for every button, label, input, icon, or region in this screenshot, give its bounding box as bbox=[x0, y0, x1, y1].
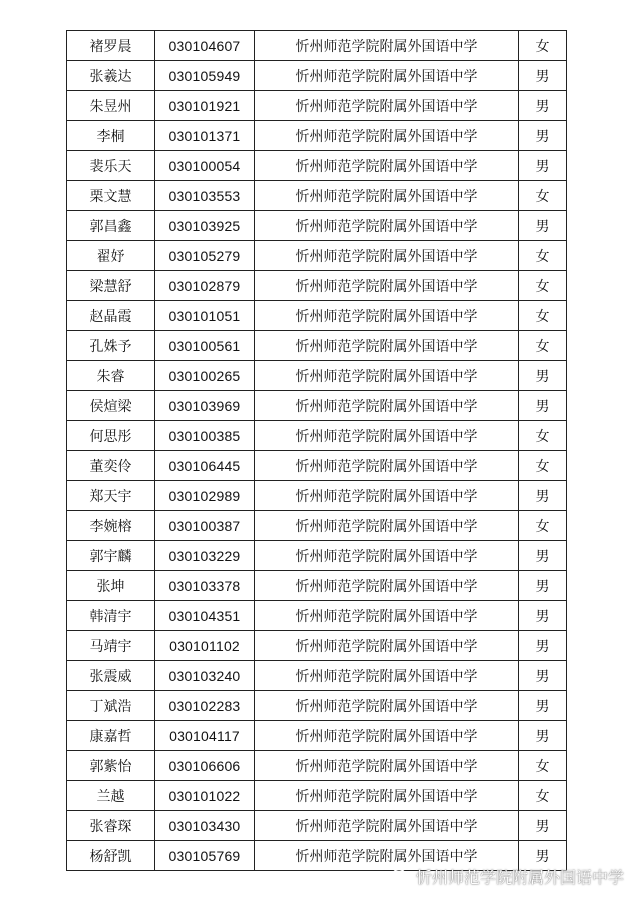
cell-school: 忻州师范学院附属外国语中学 bbox=[255, 121, 519, 151]
cell-school: 忻州师范学院附属外国语中学 bbox=[255, 511, 519, 541]
cell-school: 忻州师范学院附属外国语中学 bbox=[255, 721, 519, 751]
cell-id: 030103925 bbox=[155, 211, 255, 241]
cell-gender: 女 bbox=[519, 271, 567, 301]
cell-gender: 女 bbox=[519, 451, 567, 481]
cell-school: 忻州师范学院附属外国语中学 bbox=[255, 811, 519, 841]
cell-id: 030105949 bbox=[155, 61, 255, 91]
table-row bbox=[67, 301, 567, 331]
cell-id: 030105769 bbox=[155, 841, 255, 871]
cell-school: 忻州师范学院附属外国语中学 bbox=[255, 151, 519, 181]
cell-name: 马靖宇 bbox=[67, 631, 155, 661]
cell-school: 忻州师范学院附属外国语中学 bbox=[255, 61, 519, 91]
cell-gender: 男 bbox=[519, 721, 567, 751]
table-row bbox=[67, 181, 567, 211]
cell-gender: 男 bbox=[519, 151, 567, 181]
cell-name: 康嘉哲 bbox=[67, 721, 155, 751]
cell-name: 朱昱州 bbox=[67, 91, 155, 121]
cell-gender: 男 bbox=[519, 91, 567, 121]
cell-gender: 男 bbox=[519, 691, 567, 721]
cell-gender: 男 bbox=[519, 631, 567, 661]
table-row bbox=[67, 331, 567, 361]
cell-name: 郭昌鑫 bbox=[67, 211, 155, 241]
cell-name: 董奕伶 bbox=[67, 451, 155, 481]
cell-id: 030103969 bbox=[155, 391, 255, 421]
table-row bbox=[67, 661, 567, 691]
cell-id: 030103240 bbox=[155, 661, 255, 691]
cell-name: 朱睿 bbox=[67, 361, 155, 391]
cell-name: 裴乐天 bbox=[67, 151, 155, 181]
cell-name: 张睿琛 bbox=[67, 811, 155, 841]
cell-id: 030100385 bbox=[155, 421, 255, 451]
cell-name: 张震威 bbox=[67, 661, 155, 691]
table-row bbox=[67, 631, 567, 661]
cell-school: 忻州师范学院附属外国语中学 bbox=[255, 751, 519, 781]
cell-id: 030106606 bbox=[155, 751, 255, 781]
cell-name: 翟妤 bbox=[67, 241, 155, 271]
cell-school: 忻州师范学院附属外国语中学 bbox=[255, 421, 519, 451]
cell-name: 韩清宇 bbox=[67, 601, 155, 631]
cell-name: 何思彤 bbox=[67, 421, 155, 451]
cell-name: 李婉榕 bbox=[67, 511, 155, 541]
cell-id: 030105279 bbox=[155, 241, 255, 271]
cell-gender: 女 bbox=[519, 511, 567, 541]
cell-id: 030102989 bbox=[155, 481, 255, 511]
table-row bbox=[67, 421, 567, 451]
cell-id: 030100265 bbox=[155, 361, 255, 391]
table-row bbox=[67, 31, 567, 61]
cell-gender: 女 bbox=[519, 781, 567, 811]
table-row bbox=[67, 271, 567, 301]
table-row bbox=[67, 361, 567, 391]
wechat-logo-icon bbox=[392, 867, 410, 885]
cell-id: 030101051 bbox=[155, 301, 255, 331]
cell-name: 侯煊梁 bbox=[67, 391, 155, 421]
cell-gender: 男 bbox=[519, 661, 567, 691]
cell-gender: 男 bbox=[519, 841, 567, 871]
cell-school: 忻州师范学院附属外国语中学 bbox=[255, 31, 519, 61]
cell-school: 忻州师范学院附属外国语中学 bbox=[255, 271, 519, 301]
cell-gender: 女 bbox=[519, 181, 567, 211]
cell-name: 栗文慧 bbox=[67, 181, 155, 211]
roster-table bbox=[66, 30, 567, 871]
table-row bbox=[67, 61, 567, 91]
cell-id: 030100561 bbox=[155, 331, 255, 361]
cell-id: 030102879 bbox=[155, 271, 255, 301]
cell-gender: 男 bbox=[519, 121, 567, 151]
table-row bbox=[67, 451, 567, 481]
cell-school: 忻州师范学院附属外国语中学 bbox=[255, 541, 519, 571]
cell-id: 030104607 bbox=[155, 31, 255, 61]
cell-id: 030106445 bbox=[155, 451, 255, 481]
cell-name: 郭宇麟 bbox=[67, 541, 155, 571]
cell-gender: 男 bbox=[519, 391, 567, 421]
table-row bbox=[67, 151, 567, 181]
cell-id: 030103553 bbox=[155, 181, 255, 211]
cell-school: 忻州师范学院附属外国语中学 bbox=[255, 601, 519, 631]
cell-name: 兰越 bbox=[67, 781, 155, 811]
cell-gender: 男 bbox=[519, 571, 567, 601]
cell-gender: 男 bbox=[519, 481, 567, 511]
table-row bbox=[67, 781, 567, 811]
cell-id: 030101022 bbox=[155, 781, 255, 811]
table-row bbox=[67, 91, 567, 121]
watermark-text: 忻州师范学院附属外国语中学 bbox=[416, 867, 625, 887]
cell-id: 030103229 bbox=[155, 541, 255, 571]
cell-school: 忻州师范学院附属外国语中学 bbox=[255, 211, 519, 241]
cell-id: 030102283 bbox=[155, 691, 255, 721]
table-row bbox=[67, 241, 567, 271]
cell-gender: 男 bbox=[519, 601, 567, 631]
cell-gender: 女 bbox=[519, 301, 567, 331]
cell-id: 030100387 bbox=[155, 511, 255, 541]
table-row bbox=[67, 511, 567, 541]
cell-name: 赵晶霞 bbox=[67, 301, 155, 331]
cell-school: 忻州师范学院附属外国语中学 bbox=[255, 451, 519, 481]
cell-gender: 女 bbox=[519, 751, 567, 781]
table-row bbox=[67, 601, 567, 631]
cell-school: 忻州师范学院附属外国语中学 bbox=[255, 91, 519, 121]
cell-id: 030101921 bbox=[155, 91, 255, 121]
cell-gender: 男 bbox=[519, 211, 567, 241]
watermark bbox=[392, 864, 624, 888]
cell-school: 忻州师范学院附属外国语中学 bbox=[255, 631, 519, 661]
cell-school: 忻州师范学院附属外国语中学 bbox=[255, 841, 519, 871]
cell-school: 忻州师范学院附属外国语中学 bbox=[255, 481, 519, 511]
roster-sheet bbox=[66, 30, 566, 871]
cell-name: 褚罗晨 bbox=[67, 31, 155, 61]
cell-school: 忻州师范学院附属外国语中学 bbox=[255, 391, 519, 421]
table-row bbox=[67, 571, 567, 601]
cell-school: 忻州师范学院附属外国语中学 bbox=[255, 781, 519, 811]
cell-school: 忻州师范学院附属外国语中学 bbox=[255, 571, 519, 601]
cell-name: 杨舒凯 bbox=[67, 841, 155, 871]
cell-school: 忻州师范学院附属外国语中学 bbox=[255, 181, 519, 211]
cell-gender: 男 bbox=[519, 541, 567, 571]
cell-id: 030104117 bbox=[155, 721, 255, 751]
cell-name: 孔姝予 bbox=[67, 331, 155, 361]
cell-school: 忻州师范学院附属外国语中学 bbox=[255, 301, 519, 331]
table-row bbox=[67, 811, 567, 841]
cell-name: 张羲达 bbox=[67, 61, 155, 91]
cell-name: 郑天宇 bbox=[67, 481, 155, 511]
table-row bbox=[67, 721, 567, 751]
cell-name: 梁慧舒 bbox=[67, 271, 155, 301]
table-row bbox=[67, 481, 567, 511]
cell-school: 忻州师范学院附属外国语中学 bbox=[255, 241, 519, 271]
cell-id: 030104351 bbox=[155, 601, 255, 631]
cell-gender: 女 bbox=[519, 241, 567, 271]
table-row bbox=[67, 691, 567, 721]
cell-id: 030101102 bbox=[155, 631, 255, 661]
table-row bbox=[67, 751, 567, 781]
cell-school: 忻州师范学院附属外国语中学 bbox=[255, 361, 519, 391]
cell-gender: 女 bbox=[519, 331, 567, 361]
cell-gender: 男 bbox=[519, 61, 567, 91]
cell-name: 李桐 bbox=[67, 121, 155, 151]
roster-table-body bbox=[67, 31, 567, 871]
table-row bbox=[67, 211, 567, 241]
table-row bbox=[67, 391, 567, 421]
cell-school: 忻州师范学院附属外国语中学 bbox=[255, 691, 519, 721]
cell-id: 030100054 bbox=[155, 151, 255, 181]
cell-gender: 男 bbox=[519, 811, 567, 841]
table-row bbox=[67, 541, 567, 571]
cell-name: 张坤 bbox=[67, 571, 155, 601]
cell-school: 忻州师范学院附属外国语中学 bbox=[255, 331, 519, 361]
cell-name: 丁斌浩 bbox=[67, 691, 155, 721]
cell-id: 030101371 bbox=[155, 121, 255, 151]
cell-name: 郭紫怡 bbox=[67, 751, 155, 781]
cell-gender: 男 bbox=[519, 361, 567, 391]
cell-id: 030103430 bbox=[155, 811, 255, 841]
cell-gender: 女 bbox=[519, 421, 567, 451]
table-row bbox=[67, 121, 567, 151]
cell-gender: 女 bbox=[519, 31, 567, 61]
cell-school: 忻州师范学院附属外国语中学 bbox=[255, 661, 519, 691]
cell-id: 030103378 bbox=[155, 571, 255, 601]
